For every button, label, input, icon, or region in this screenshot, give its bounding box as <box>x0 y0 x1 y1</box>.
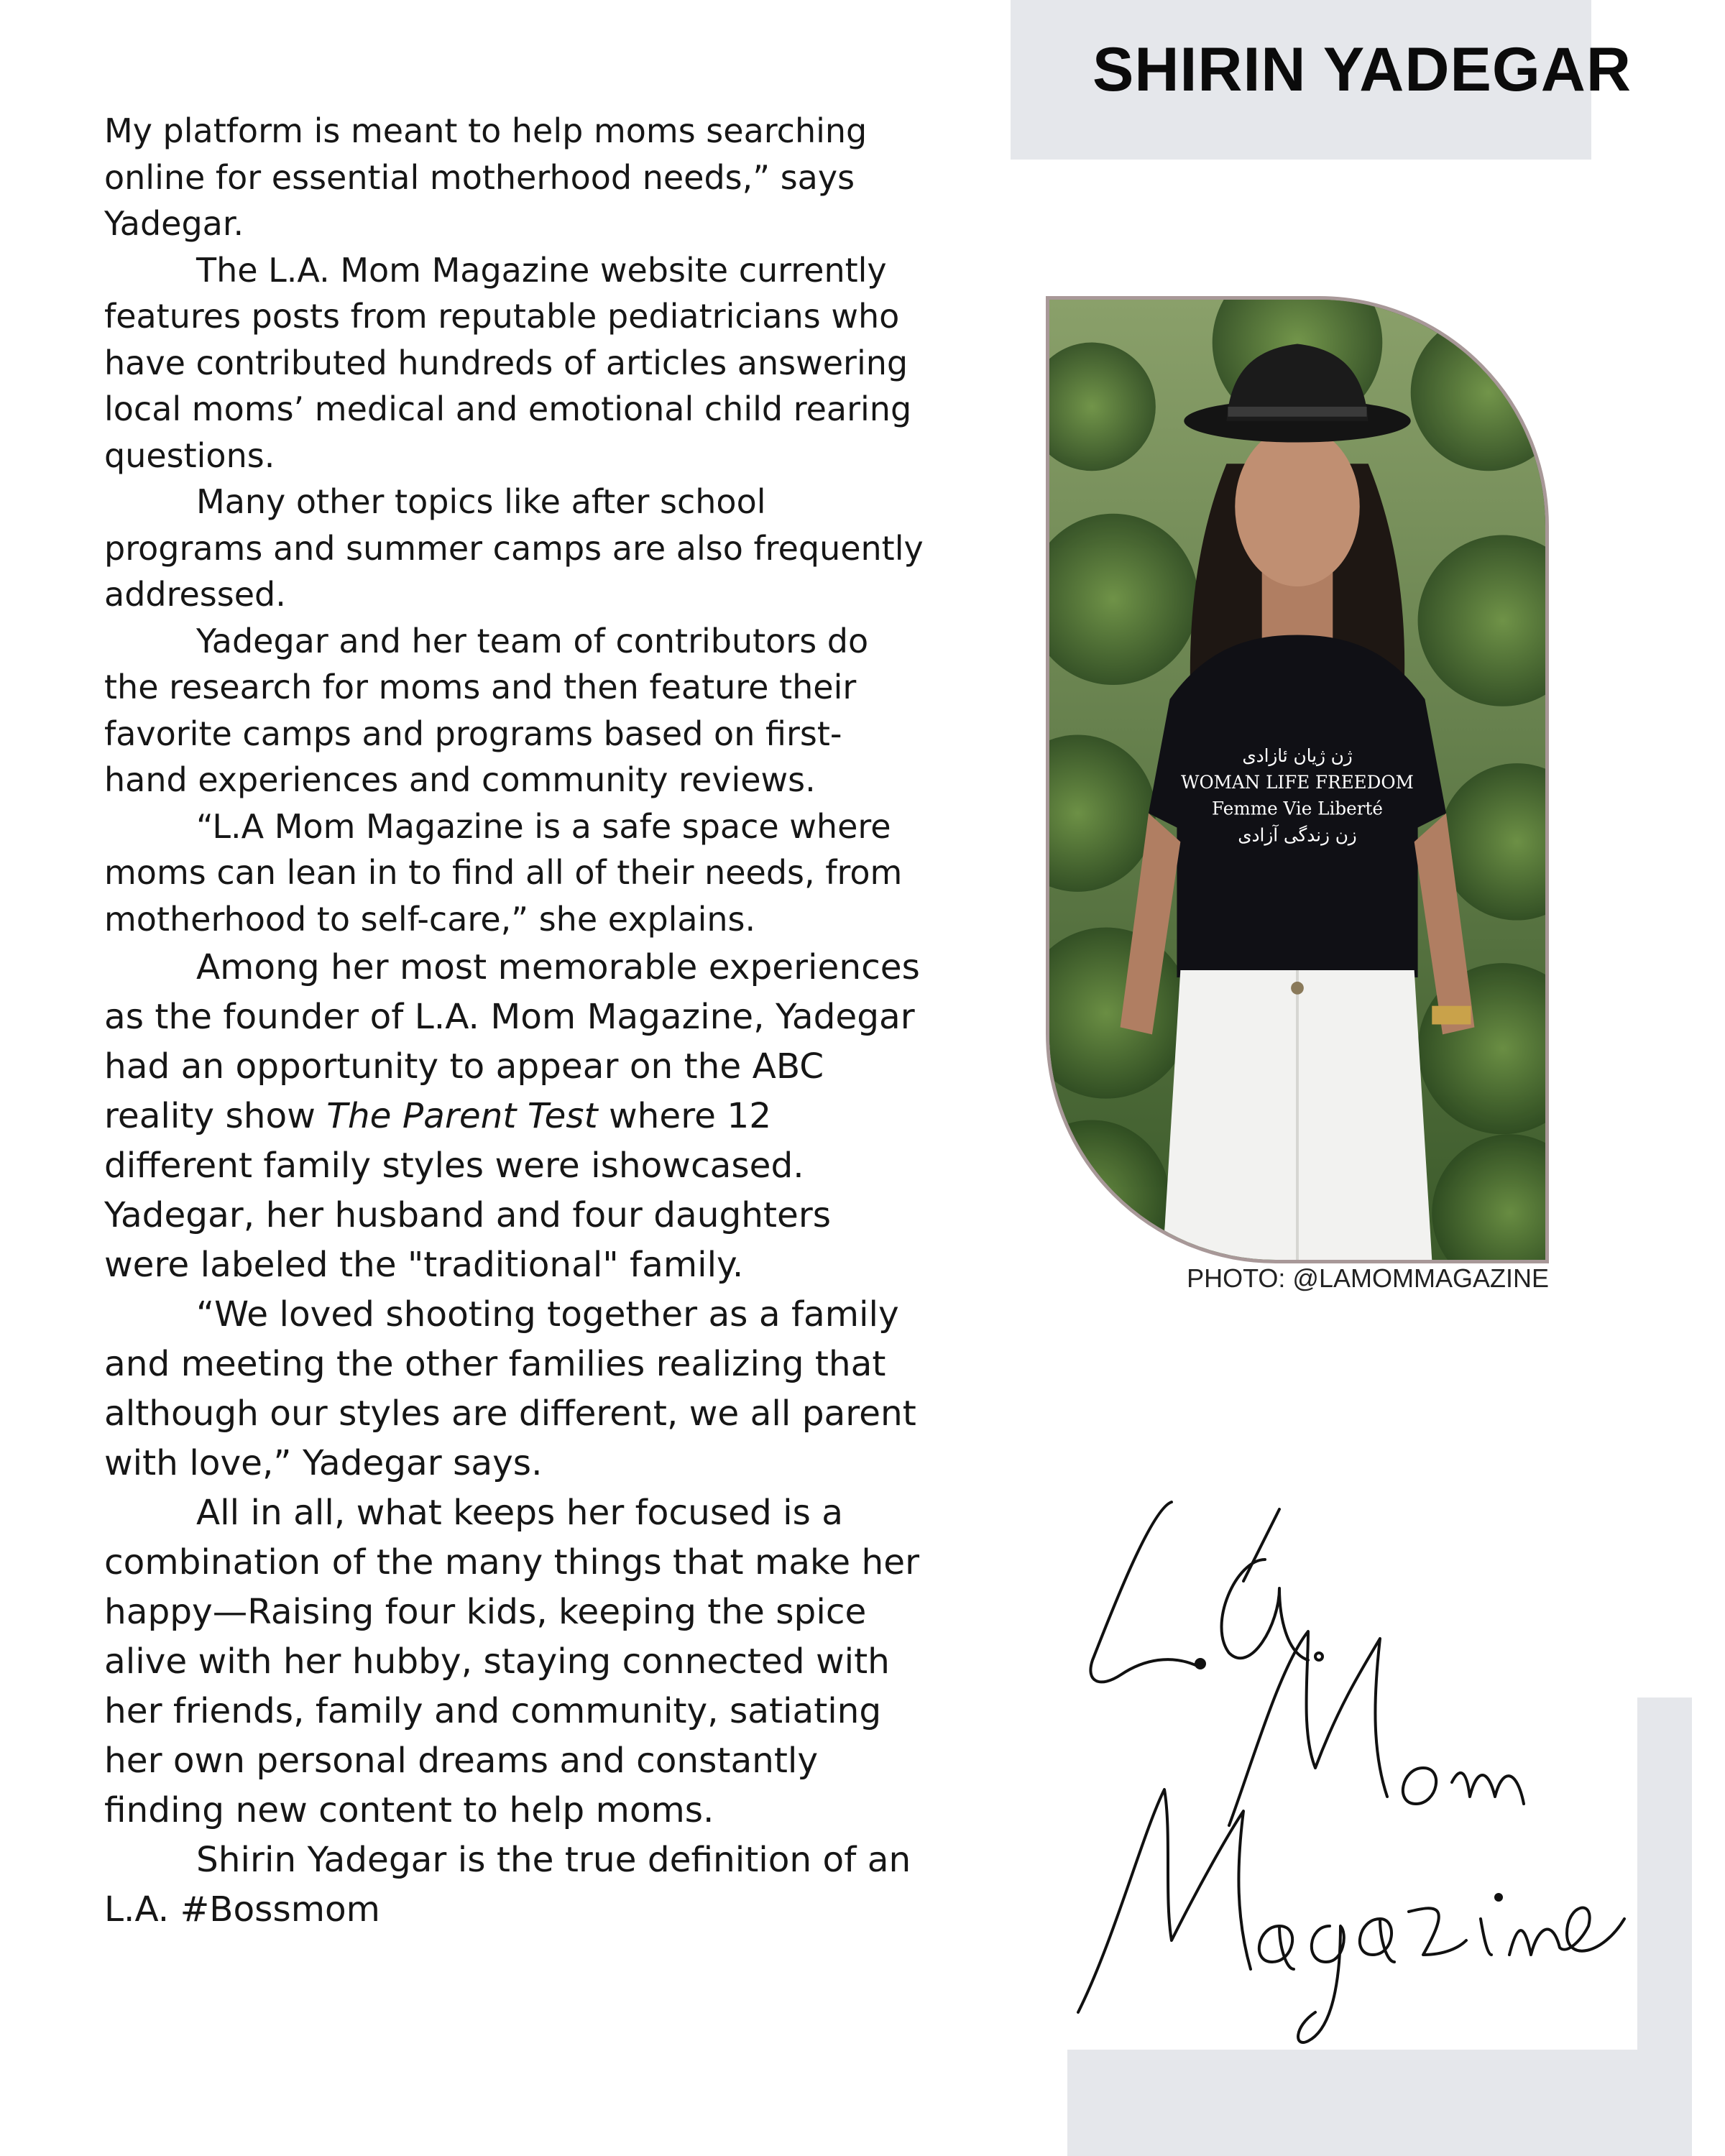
shirt-text-2: WOMAN LIFE FREEDOM <box>1181 771 1414 793</box>
article-column-lower <box>104 943 924 1935</box>
shirt-text-4: زن زندگی آزادی <box>1238 824 1357 846</box>
photo-credit: PHOTO: @LAMOMMAGAZINE <box>1187 1263 1549 1293</box>
paragraph-4: Yadegar and her team of contributors do the research for moms and then feature their favorite camps and programs based on first-hand experiences and community reviews. <box>104 621 869 799</box>
shirt-text-3: Femme Vie Liberté <box>1212 798 1383 819</box>
portrait-photo <box>1046 296 1549 1263</box>
decorative-block-bottom <box>1067 2050 1692 2156</box>
paragraph-1: My platform is meant to help moms searching online for essential motherhood needs,” says Yadegar. <box>104 111 868 243</box>
paragraph-8: All in all, what keeps her focused is a combination of the many things that make her happy—Raising four kids, keeping the spice alive with her hubby, staying connected with her friends, family and community, satiating her own personal dreams and constantly finding new content to help moms. <box>104 1493 920 1830</box>
la-mom-magazine-signature-logo <box>1064 1495 1639 2055</box>
article-column-upper <box>104 108 924 942</box>
portrait-illustration <box>1049 300 1545 1260</box>
page-title: SHIRIN YADEGAR <box>1092 35 1632 104</box>
paragraph-6 <box>104 943 924 1290</box>
paragraph-6-text-a: Among her most memorable experiences as the founder of L.A. Mom Magazine, Yadegar had an opportunity to appear on the ABC reality show <box>104 947 920 1136</box>
paragraph-5: “L.A Mom Magazine is a safe space where moms can lean in to find all of their needs, from motherhood to self-care,” she explains. <box>104 806 903 939</box>
paragraph-2: The L.A. Mom Magazine website currently features posts from reputable pediatricians who have contributed hundreds of articles answering local moms’ medical and emotional child rearing questions. <box>104 250 912 475</box>
paragraph-9: Shirin Yadegar is the true definition of an L.A. #Bossmom <box>104 1840 911 1930</box>
show-title: The Parent Test <box>326 1096 598 1136</box>
paragraph-7: “We loved shooting together as a family and meeting the other families realizing that although our styles are different, we all parent with love,” Yadegar says. <box>104 1294 916 1483</box>
signature-drawing <box>1064 1495 1639 2055</box>
shirt-text-1: ژن ژیان ئازادی <box>1242 745 1353 767</box>
paragraph-6-text-b: where 12 different family styles were ishowcased. Yadegar, her husband and four daughters were labeled the "traditional" family. <box>104 1096 832 1285</box>
paragraph-3: Many other topics like after school programs and summer camps are also frequently addressed. <box>104 482 924 614</box>
